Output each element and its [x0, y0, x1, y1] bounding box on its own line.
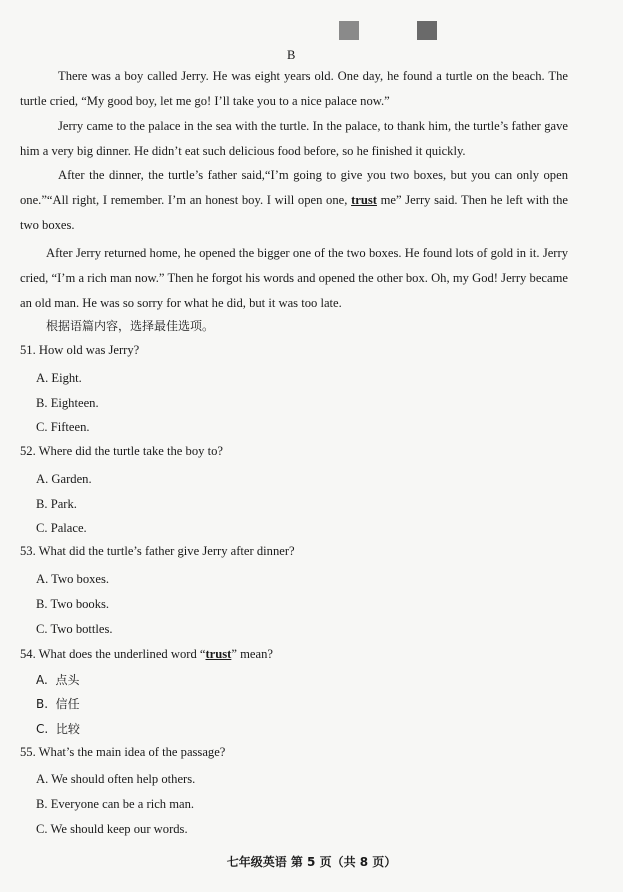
passage-p3-before: After the dinner, the turtle’s father said,“I’m going to give you two boxes, but you can only open one.”“All right, I remember. I’m an honest boy. I will open one, [20, 168, 568, 207]
question-52: 52. Where did the turtle take the boy to? [20, 444, 223, 458]
option-51-b: B. Eighteen. [36, 396, 99, 410]
option-51-c: C. Fifteen. [36, 420, 90, 434]
option-52-c: C. Palace. [36, 521, 87, 535]
passage-paragraph-2: Jerry came to the palace in the sea with the turtle. In the palace, to thank him, the turtle’s father gave him a very big dinner. He didn’t eat such delicious food before, so he finished it quickly. [20, 119, 568, 158]
option-54-a: A. 点头 [36, 673, 80, 687]
underlined-word-trust: trust [351, 193, 377, 207]
option-53-c: C. Two bottles. [36, 622, 113, 636]
passage-paragraph-1: There was a boy called Jerry. He was eight years old. One day, he found a turtle on the beach. The turtle cried, “My good boy, let me go! I’ll take you to a nice palace now.” [20, 69, 568, 108]
scan-mark-right [417, 21, 437, 40]
page-footer: 七年级英语 第 5 页（共 8 页） [226, 855, 397, 869]
option-52-b: B. Park. [36, 497, 77, 511]
option-55-b: B. Everyone can be a rich man. [36, 797, 195, 811]
option-53-b: B. Two books. [36, 597, 110, 611]
option-54-b: B. 信任 [36, 697, 80, 711]
option-54-c: C. 比较 [36, 722, 80, 736]
option-51-a: A. Eight. [36, 371, 82, 385]
question-53: 53. What did the turtle’s father give Jerry after dinner? [20, 544, 295, 558]
question-54 [20, 648, 273, 661]
option-55-c: C. We should keep our words. [36, 822, 188, 836]
question-55: 55. What’s the main idea of the passage? [20, 745, 226, 759]
passage-p3-after: me” Jerry said. Then he left with the two boxes. [20, 193, 568, 232]
section-label: B [287, 48, 296, 62]
question-54-before: 54. What does the underlined word “ [20, 647, 206, 661]
scan-mark-left [339, 21, 359, 40]
passage-paragraph-4: After Jerry returned home, he opened the bigger one of the two boxes. He found lots of gold in it. Jerry cried, “I’m a rich man now.” Then he forgot his words and opened the other box. Oh, my God! Jerry became an old man. He was so sorry for what he did, but it was too late. [20, 246, 568, 310]
question-54-keyword: trust [205, 647, 232, 661]
option-53-a: A. Two boxes. [36, 572, 110, 586]
question-51: 51. How old was Jerry? [20, 343, 140, 357]
instruction-text: 根据语篇内容，选择最佳选项。 [46, 319, 215, 333]
question-54-after: ” mean? [231, 647, 273, 661]
passage-paragraph-3 [20, 163, 568, 238]
option-52-a: A. Garden. [36, 472, 92, 486]
option-55-a: A. We should often help others. [36, 772, 196, 786]
